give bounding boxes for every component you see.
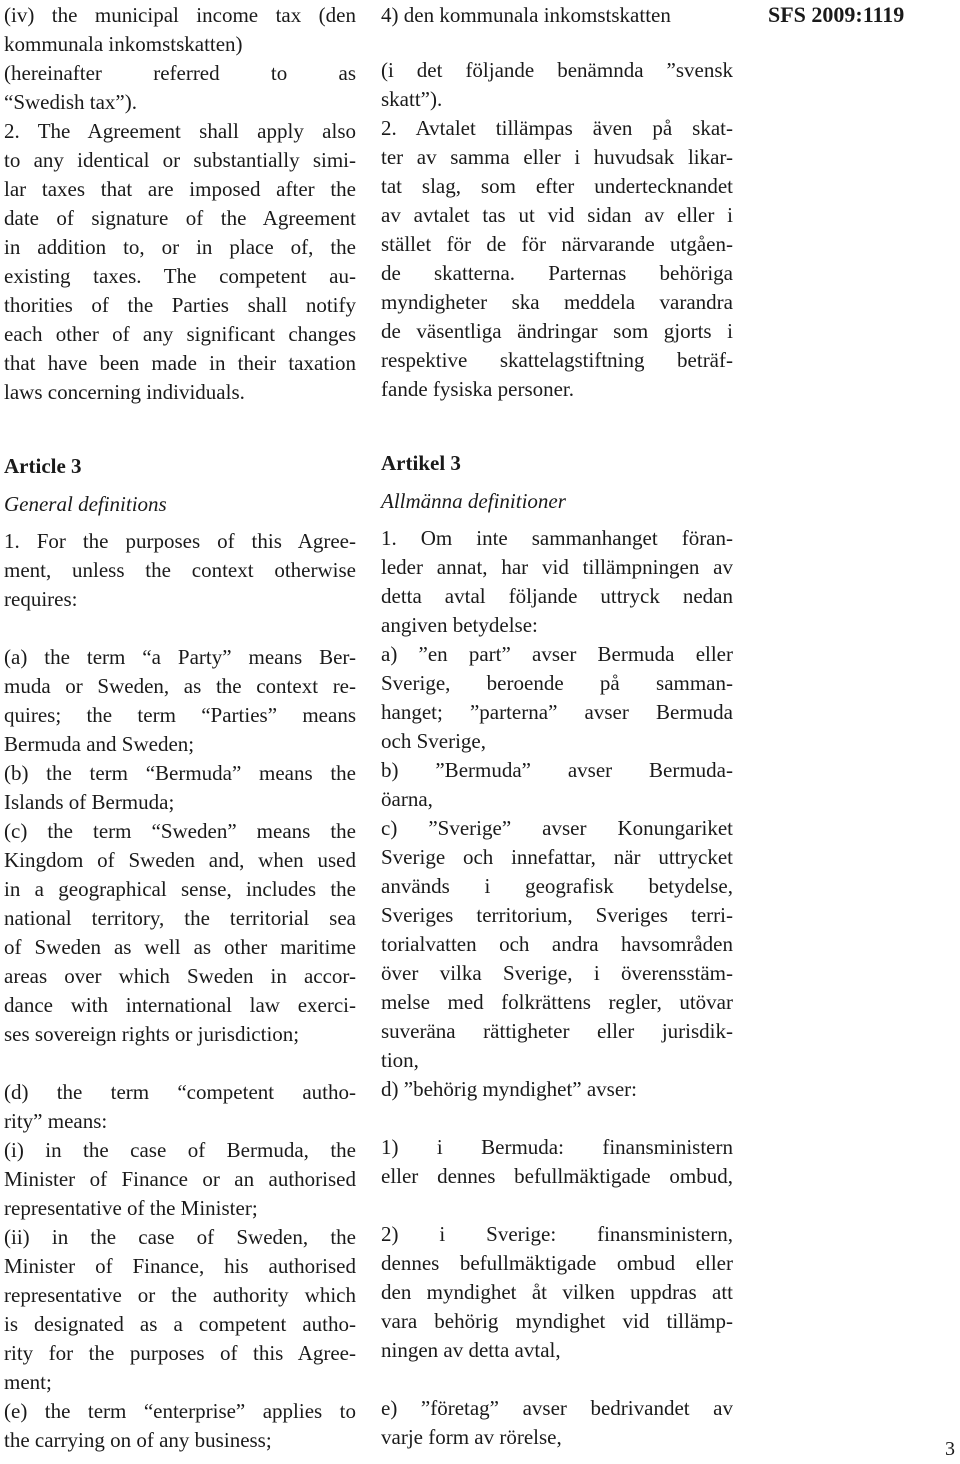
text-line: öarna,	[381, 787, 433, 811]
text-line: leder annat, har vid tillämpningen av	[381, 555, 733, 579]
text-line: dennes befullmäktigade ombud eller	[381, 1251, 733, 1275]
page-number: 3	[945, 1438, 955, 1460]
text-line: och Sverige,	[381, 729, 486, 753]
text-line: representative or the authority which	[4, 1283, 356, 1307]
text-line: 1. Om inte sammanhanget föran-	[381, 526, 733, 550]
text-line: quires; the term “Parties” means	[4, 703, 356, 727]
text-line: stället för de för närvarande utgåen-	[381, 232, 733, 256]
text-line: ment, unless the context otherwise	[4, 558, 356, 582]
text-line: each other of any significant changes	[4, 322, 356, 346]
text-line: över vilka Sverige, i överensstäm-	[381, 961, 733, 985]
text-line: lar taxes that are imposed after the	[4, 177, 356, 201]
text-line: b) ”Bermuda” avser Bermuda-	[381, 758, 733, 782]
text-line: används i geografisk betydelse,	[381, 874, 733, 898]
english-body-section	[4, 526, 356, 1455]
text-line: 1) i Bermuda: finansministern	[381, 1135, 733, 1159]
text-line: in addition to, or in place of, the	[4, 235, 356, 259]
text-line: in a geographical sense, includes the	[4, 877, 356, 901]
article-subheading-en: General definitions	[4, 492, 167, 516]
article-subheading-sv: Allmänna definitioner	[381, 489, 566, 513]
text-line: kommunala inkomstskatten)	[4, 32, 243, 56]
text-line: respektive skattelagstiftning beträf-	[381, 348, 733, 372]
text-line: myndigheter ska meddela varandra	[381, 290, 733, 314]
text-line: 4) den kommunala inkomstskatten	[381, 3, 671, 27]
text-line: that have been made in their taxation	[4, 351, 356, 375]
text-line: requires:	[4, 587, 78, 611]
article-heading-en: Article 3	[4, 454, 82, 478]
text-line: thorities of the Parties shall notify	[4, 293, 356, 317]
text-line: de väsentliga ändringar som gjorts i	[381, 319, 733, 343]
text-line: (a) the term “a Party” means Ber-	[4, 645, 356, 669]
text-line: laws concerning individuals.	[4, 380, 245, 404]
text-line: (hereinafter referred to as	[4, 61, 356, 85]
paragraph-gap	[381, 30, 733, 56]
text-line: Kingdom of Sweden and, when used	[4, 848, 356, 872]
paragraph-gap	[4, 614, 356, 643]
text-line: Sveriges territorium, Sveriges terri-	[381, 903, 733, 927]
text-line: c) ”Sverige” avser Konungariket	[381, 816, 733, 840]
text-line: Sverige, beroende på samman-	[381, 671, 733, 695]
text-line: “Swedish tax”).	[4, 90, 137, 114]
text-line: d) ”behörig myndighet” avser:	[381, 1077, 637, 1101]
text-line: suveräna rättigheter eller jurisdik-	[381, 1019, 733, 1043]
text-line: Bermuda and Sweden;	[4, 732, 195, 756]
text-line: (i) in the case of Bermuda, the	[4, 1138, 356, 1162]
document-reference: SFS 2009:1119	[768, 2, 905, 27]
text-line: varje form av rörelse,	[381, 1425, 562, 1449]
text-line: (ii) in the case of Sweden, the	[4, 1225, 356, 1249]
text-line: date of signature of the Agreement	[4, 206, 356, 230]
text-line: representative of the Minister;	[4, 1196, 258, 1220]
text-line: ment;	[4, 1370, 52, 1394]
text-line: ses sovereign rights or jurisdiction;	[4, 1022, 300, 1046]
text-line: (iv) the municipal income tax (den	[4, 3, 356, 27]
text-line: angiven betydelse:	[381, 613, 538, 637]
swedish-column	[381, 0, 733, 1452]
text-line: (i det följande benämnda ”svensk	[381, 58, 733, 82]
text-line: of Sweden as well as other maritime	[4, 935, 356, 959]
text-line: hanget; ”parterna” avser Bermuda	[381, 700, 733, 724]
text-line: av avtalet tas ut vid sidan av eller i	[381, 203, 733, 227]
text-line: ningen av detta avtal,	[381, 1338, 561, 1362]
text-line: the carrying on of any business;	[4, 1428, 272, 1452]
text-line: melse med folkrättens regler, utövar	[381, 990, 733, 1014]
text-line: 2. Avtalet tillämpas även på skat-	[381, 116, 733, 140]
text-line: dance with international law exerci-	[4, 993, 356, 1017]
text-line: Sverige och innefattar, när uttrycket	[381, 845, 733, 869]
text-line: to any identical or substantially simi-	[4, 148, 356, 172]
text-line: fande fysiska personer.	[381, 377, 575, 401]
swedish-body-section	[381, 523, 733, 1452]
english-top-section	[4, 0, 356, 407]
text-line: (c) the term “Sweden” means the	[4, 819, 356, 843]
text-line: national territory, the territorial sea	[4, 906, 356, 930]
text-line: tion,	[381, 1048, 419, 1072]
text-line: de skatterna. Parternas behöriga	[381, 261, 733, 285]
text-line: den myndighet åt vilken uppdras att	[381, 1280, 733, 1304]
text-line: torialvatten och andra havsområden	[381, 932, 733, 956]
text-line: Islands of Bermuda;	[4, 790, 175, 814]
text-line: existing taxes. The competent au-	[4, 264, 356, 288]
text-line: ter av samma eller i huvudsak likar-	[381, 145, 733, 169]
text-line: (e) the term “enterprise” applies to	[4, 1399, 356, 1423]
text-line: vara behörig myndighet vid tillämp-	[381, 1309, 733, 1333]
paragraph-gap	[381, 1191, 733, 1220]
text-line: is designated as a competent autho-	[4, 1312, 356, 1336]
text-line: Minister of Finance, his authorised	[4, 1254, 356, 1278]
text-line: 2. The Agreement shall apply also	[4, 119, 356, 143]
text-line: Minister of Finance or an authorised	[4, 1167, 356, 1191]
text-line: muda or Sweden, as the context re-	[4, 674, 356, 698]
text-line: eller dennes befullmäktigade ombud,	[381, 1164, 733, 1188]
text-line: rity for the purposes of this Agree-	[4, 1341, 356, 1365]
paragraph-gap	[381, 1365, 733, 1394]
text-line: tat slag, som efter undertecknandet	[381, 174, 733, 198]
text-line: (d) the term “competent autho-	[4, 1080, 356, 1104]
text-line: rity” means:	[4, 1109, 108, 1133]
text-line: e) ”företag” avser bedrivandet av	[381, 1396, 733, 1420]
text-line: detta avtal följande uttryck nedan	[381, 584, 733, 608]
text-line: a) ”en part” avser Bermuda eller	[381, 642, 733, 666]
text-line: 1. For the purposes of this Agree-	[4, 529, 356, 553]
paragraph-gap	[381, 1104, 733, 1133]
text-line: skatt”).	[381, 87, 443, 111]
paragraph-gap	[4, 1049, 356, 1078]
text-line: areas over which Sweden in accor-	[4, 964, 356, 988]
text-line: (b) the term “Bermuda” means the	[4, 761, 356, 785]
article-heading-sv: Artikel 3	[381, 451, 461, 475]
text-line: 2) i Sverige: finansministern,	[381, 1222, 733, 1246]
swedish-top-section	[381, 0, 733, 404]
english-column	[4, 0, 356, 1455]
